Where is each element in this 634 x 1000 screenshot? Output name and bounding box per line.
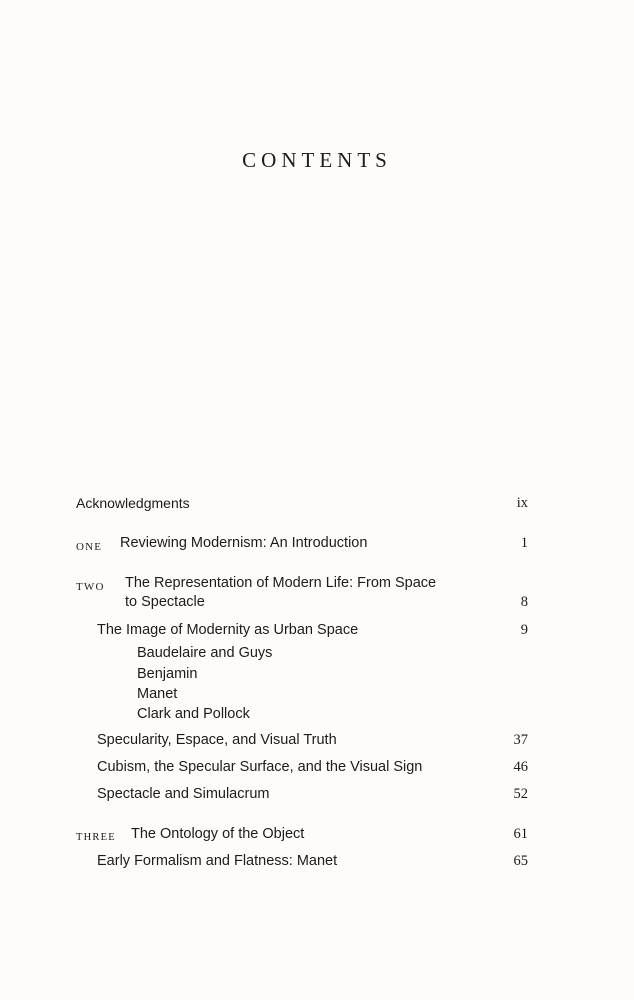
section-title: Spectacle and Simulacrum — [97, 786, 270, 802]
subsection-title: Manet — [137, 686, 178, 702]
toc-page-number: ix — [516, 495, 528, 511]
subsection-title: Baudelaire and Guys — [137, 645, 273, 661]
toc-page-number: 52 — [513, 786, 528, 802]
chapter-label: TWO — [76, 581, 105, 593]
chapter-title: Reviewing Modernism: An Introduction — [120, 535, 368, 551]
toc-page-number: 8 — [520, 594, 528, 610]
section-title: Cubism, the Specular Surface, and the Visual Sign — [97, 759, 423, 775]
chapter-label: ONE — [76, 541, 103, 553]
section-title: Early Formalism and Flatness: Manet — [97, 853, 338, 869]
page-title: CONTENTS — [242, 148, 392, 172]
subsection-title: Benjamin — [137, 666, 198, 682]
chapter-title-line-2: to Spectacle — [125, 594, 205, 610]
toc-page-number: 1 — [520, 535, 528, 551]
toc-entry-title: Acknowledgments — [76, 495, 190, 511]
section-title: Specularity, Espace, and Visual Truth — [97, 732, 337, 748]
chapter-title: The Ontology of the Object — [131, 826, 305, 842]
toc-page-number: 65 — [513, 853, 528, 869]
chapter-label: THREE — [76, 832, 116, 843]
section-title: The Image of Modernity as Urban Space — [97, 622, 359, 638]
toc-page-number: 9 — [520, 622, 528, 638]
toc-page-number: 37 — [513, 732, 528, 748]
toc-page-number: 61 — [513, 826, 528, 842]
subsection-title: Clark and Pollock — [137, 706, 250, 722]
chapter-title-line-1: The Representation of Modern Life: From Space — [125, 575, 437, 591]
toc-page-number: 46 — [513, 759, 528, 775]
